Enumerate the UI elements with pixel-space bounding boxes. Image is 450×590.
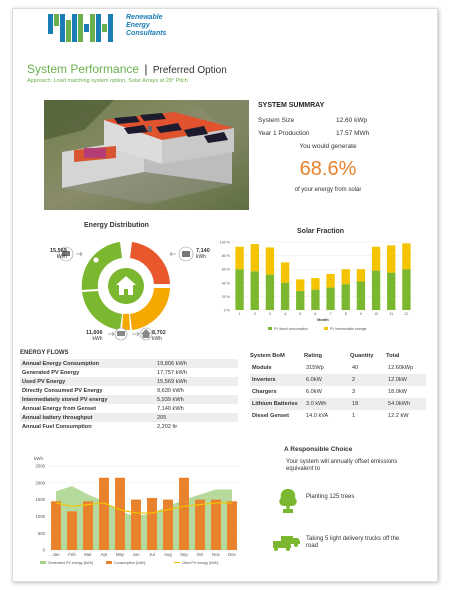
consumption-bar <box>195 500 205 550</box>
x-tick-label: Nov <box>212 552 220 557</box>
x-tick-label: 5 <box>299 312 302 316</box>
x-tick-label: May <box>115 552 125 557</box>
consumption-bar <box>51 501 61 550</box>
bar-direct <box>311 290 319 310</box>
summary-label: System Size <box>258 117 295 124</box>
x-tick-label: Mar <box>84 552 92 557</box>
x-tick-label: 9 <box>359 312 362 316</box>
x-tick-label: Oct <box>196 552 204 557</box>
x-tick-label: 1 <box>238 312 241 316</box>
bar-storage <box>296 279 304 291</box>
dist-value: 15,569 <box>50 248 67 254</box>
y-tick-label: 20 % <box>221 294 230 299</box>
legend-label: PV direct consumption <box>274 326 308 331</box>
flow-label: Annual Energy Consumption <box>20 359 155 368</box>
x-tick-label: Jan <box>52 552 60 557</box>
dist-unit: kWh <box>92 336 103 342</box>
bom-cell: 14.0 kVA <box>306 413 329 419</box>
flow-row <box>20 395 238 404</box>
bom-cell: Lithium Batteries <box>250 398 304 410</box>
flow-label: Generated PV Energy <box>22 369 80 376</box>
x-tick-label: Aug <box>164 552 172 557</box>
bom-cell: 12.0kW <box>386 374 426 386</box>
legend-label: Used PV energy [kWh] <box>182 561 219 565</box>
consumption-bar <box>99 478 109 550</box>
consumption-bar <box>227 501 237 550</box>
generate-text: You would generate <box>299 143 357 150</box>
title-subtitle: Preferred Option <box>152 65 227 76</box>
x-tick-label: 8 <box>344 312 347 316</box>
energy-flows-table <box>20 359 238 431</box>
x-tick-label: Dec <box>228 552 236 557</box>
summary-heading: SYSTEM SUMMRAY <box>258 102 325 109</box>
bom-cell: 2 <box>350 374 386 386</box>
title-main: System Performance <box>27 62 140 76</box>
x-tick-label: Apr <box>100 552 108 557</box>
title-separator: | <box>144 62 148 76</box>
flow-value: 15,569 kWh <box>155 377 238 386</box>
x-tick-label: 6 <box>314 312 317 316</box>
bar-storage <box>342 269 350 284</box>
generator-icon <box>179 247 193 261</box>
battery-icon <box>115 328 127 340</box>
logo-wordmark <box>126 14 166 38</box>
consumption-bar <box>147 498 157 550</box>
bar-storage <box>402 243 410 269</box>
y-tick-label: 60 % <box>221 267 230 272</box>
x-tick-label: Jul <box>149 552 155 557</box>
y-tick-label: 1000 <box>35 514 45 519</box>
bom-row <box>250 410 426 422</box>
responsible-heading: A Responsible Choice <box>284 446 353 453</box>
y-tick-label: 2000 <box>35 480 45 486</box>
bar-direct <box>296 291 304 310</box>
truck-icon <box>272 534 302 552</box>
y-tick-label: 100 % <box>219 240 230 245</box>
trucks-text: Taking 5 light delivery trucks off the road <box>306 536 400 549</box>
summary-value: 17.57 MWh <box>336 130 370 137</box>
bom-cell: 3 <box>352 389 356 395</box>
x-tick-label: Sep <box>180 552 188 557</box>
bar-storage <box>387 245 395 272</box>
legend-label: Generated PV energy [kWh] <box>48 561 93 565</box>
bom-cell: 18.0kW <box>388 389 407 395</box>
y-tick-label: 80 % <box>221 254 230 259</box>
bom-cell: 3.0 kWh <box>304 398 350 410</box>
y-tick-label: 0 <box>42 547 45 553</box>
bom-table <box>250 350 426 422</box>
house-icon <box>140 328 152 340</box>
bom-header: Total <box>386 353 400 359</box>
flow-row <box>20 386 238 395</box>
flow-row <box>20 404 238 413</box>
consumption-bar <box>163 500 173 550</box>
dist-label-load <box>152 330 166 342</box>
bar-direct <box>372 271 380 310</box>
bom-cell: 1 <box>352 413 356 419</box>
x-tick-label: 10 <box>374 312 379 316</box>
flow-label: Used PV Energy <box>20 377 155 386</box>
energy-distribution-title: Energy Distribution <box>84 222 149 229</box>
system-bom <box>250 350 426 422</box>
consumption-bar <box>179 478 189 550</box>
bom-cell: Diesel Genset <box>252 413 289 419</box>
bom-row <box>250 398 426 410</box>
x-tick-label: 7 <box>329 312 332 316</box>
flow-label: Annual Fuel Consumption <box>22 423 92 430</box>
dist-unit: kWh <box>152 336 162 342</box>
consumption-bar <box>115 478 125 550</box>
x-tick-label: Jun <box>132 552 140 557</box>
responsible-intro: Your system will annually offset emissions equivalent to <box>286 459 398 472</box>
energy-flows-heading: ENERGY FLOWS <box>20 350 69 356</box>
summary-row <box>258 130 428 137</box>
flow-value: 19,806 kWh <box>155 359 238 368</box>
x-tick-label: 3 <box>268 312 271 316</box>
dist-value: 8,702 <box>152 330 166 336</box>
bom-header: System BoM <box>250 353 285 359</box>
bar-storage <box>235 247 243 269</box>
y-axis-label: kWh <box>34 456 43 461</box>
solar-fraction-title: Solar Fraction <box>297 228 345 235</box>
bar-storage <box>326 274 334 288</box>
y-tick-label: 40 % <box>221 281 230 286</box>
logo-line-2: Energy <box>126 22 150 29</box>
bom-cell: 12.60kWp <box>388 365 414 371</box>
bom-cell: 12.2 kW <box>388 413 409 419</box>
flow-label: Directly Consumed PV Energy <box>22 387 103 394</box>
approach-text: Approach: Load matching system option, Solar Arrays at 28° Pitch <box>27 78 188 84</box>
dist-label-battery <box>86 330 103 342</box>
flow-value: 17,757 kWh <box>157 369 187 376</box>
bom-header: Rating <box>304 353 323 359</box>
x-tick-label: 12 <box>404 312 409 316</box>
energy-flows <box>20 350 238 431</box>
flow-value: 5,939 kWh <box>155 395 238 404</box>
consumption-bar <box>83 501 93 550</box>
bar-storage <box>372 247 380 271</box>
summary-row <box>258 117 428 124</box>
bom-cell: 315Wp <box>306 365 324 371</box>
flow-label: Intermediately stored PV energy <box>20 395 155 404</box>
y-tick-label: 1500 <box>35 497 45 503</box>
dist-value: 7,140 <box>196 248 210 254</box>
flow-value: 7,140 kWh <box>157 405 184 412</box>
responsible-choice <box>270 446 430 473</box>
bar-storage <box>281 262 289 282</box>
summary-label: Year 1 Production <box>258 130 310 137</box>
flow-value: 205 <box>155 413 238 422</box>
legend-swatch <box>106 561 112 564</box>
monthly-energy-chart <box>28 454 246 572</box>
bom-cell: Module <box>252 365 272 371</box>
bom-cell: 40 <box>352 365 359 371</box>
bar-storage <box>311 278 319 290</box>
bar-direct <box>326 288 334 310</box>
consumption-bar <box>131 500 141 550</box>
legend-label: Consumption [kWh] <box>114 561 146 565</box>
dist-unit: kWh <box>56 254 67 260</box>
y-tick-label: 0 % <box>223 308 230 313</box>
bar-direct <box>387 273 395 310</box>
bar-direct <box>266 275 274 310</box>
dist-value: 11,606 <box>86 330 103 336</box>
dist-unit: kWh <box>196 254 206 260</box>
flow-row <box>20 368 238 377</box>
bar-storage <box>251 244 259 271</box>
x-tick-label: Feb <box>68 552 76 557</box>
bom-cell: Chargers <box>252 389 277 395</box>
bom-cell: 6.0kW <box>306 389 322 395</box>
consumption-bar <box>67 511 77 550</box>
bar-direct <box>281 283 289 310</box>
series-generated-area <box>56 486 232 550</box>
x-axis-label: Month <box>317 318 329 322</box>
summary-value: 12.60 kWp <box>336 117 368 124</box>
bom-header: Quantity <box>350 353 374 359</box>
trees-text: Planting 125 trees <box>306 494 355 500</box>
bar-direct <box>342 284 350 310</box>
bom-row <box>250 362 426 374</box>
dist-label-pv <box>50 248 67 260</box>
y-tick-label: 500 <box>37 530 45 536</box>
dist-label-genset <box>196 248 210 260</box>
bom-row <box>250 374 426 386</box>
system-summary <box>258 102 428 193</box>
bom-cell: Inverters <box>250 374 304 386</box>
bom-cell: 54.0kWh <box>386 398 426 410</box>
bar-direct <box>402 269 410 310</box>
flow-row <box>20 413 238 422</box>
flow-row <box>20 359 238 368</box>
bar-storage <box>357 269 365 281</box>
page-title <box>27 62 227 76</box>
flow-label: Annual battery throughput <box>20 413 155 422</box>
bom-header-row <box>250 350 426 362</box>
x-tick-label: 4 <box>284 312 287 316</box>
solar-percentage: 68.6% <box>299 158 357 180</box>
x-tick-label: 2 <box>253 312 256 316</box>
tree-icon <box>278 488 298 514</box>
legend-label: PV intermediate storage <box>330 326 367 331</box>
bom-row <box>250 386 426 398</box>
consumption-bar <box>211 500 221 550</box>
logo-line-3: Consultants <box>126 30 167 37</box>
bar-storage <box>266 247 274 274</box>
legend-swatch <box>324 327 328 330</box>
bom-cell: 18 <box>350 398 386 410</box>
flow-value: 9,630 kWh <box>157 387 184 394</box>
legend-swatch <box>40 561 46 564</box>
flow-label: Annual Energy from Genset <box>22 405 96 412</box>
y-tick-label: 2500 <box>35 463 45 469</box>
from-solar-text: of your energy from solar <box>294 187 362 193</box>
x-tick-label: 11 <box>389 312 394 316</box>
flow-row <box>20 422 238 431</box>
bar-direct <box>357 281 365 310</box>
building-render-image <box>44 100 249 210</box>
flow-row <box>20 377 238 386</box>
solar-fraction-chart <box>218 236 418 336</box>
bar-direct <box>235 269 243 310</box>
bom-cell: 6.0kW <box>304 374 350 386</box>
bar-direct <box>251 271 259 310</box>
flow-value: 2,202 ltr <box>157 423 178 430</box>
legend-swatch <box>268 327 272 330</box>
logo-line-1: Renewable <box>126 14 163 21</box>
